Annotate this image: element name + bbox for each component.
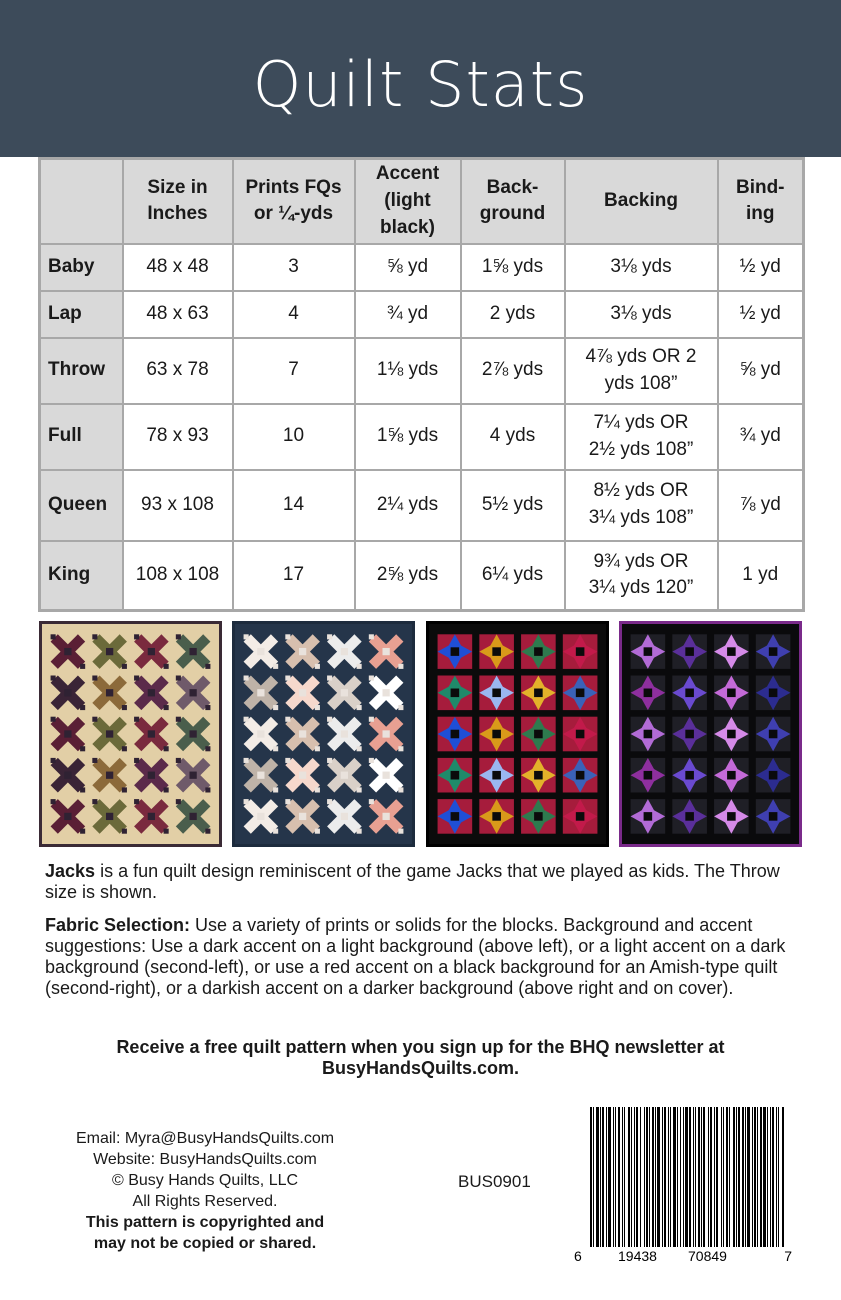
barcode-bar	[596, 1107, 599, 1247]
cell-background: 6¼ yds	[461, 541, 565, 611]
barcode-bar	[733, 1107, 735, 1247]
copyright-line: © Busy Hands Quilts, LLC	[111, 1172, 299, 1189]
quilt-block	[438, 717, 473, 752]
contact-website: Website: BusyHandsQuilts.com	[93, 1151, 317, 1168]
barcode-bar	[683, 1107, 684, 1247]
page-header	[0, 0, 841, 157]
cell-prints: 4	[233, 291, 355, 338]
quilt-block	[756, 799, 791, 834]
table-row-king	[40, 541, 804, 611]
barcode-bar	[664, 1107, 666, 1247]
cell-backing	[565, 470, 718, 541]
barcode-bar	[767, 1107, 768, 1247]
quilt-block	[714, 717, 749, 752]
cell-size: 93 x 108	[123, 470, 233, 541]
barcode-bar	[752, 1107, 753, 1247]
quilt-preview-light-background	[39, 621, 222, 847]
page-title: Quilt Stats	[252, 48, 589, 121]
cell-prints: 14	[233, 470, 355, 541]
barcode-bar	[590, 1107, 592, 1247]
quilt-black-red-accent-image	[426, 621, 609, 847]
product-sku: BUS0901	[458, 1172, 531, 1191]
barcode-digits: 6	[574, 1248, 582, 1263]
cell-accent: 1⅝ yds	[355, 404, 461, 470]
barcode-bar	[628, 1107, 630, 1247]
cell-binding: ⅝ yd	[718, 338, 804, 404]
barcode-bar	[631, 1107, 632, 1247]
column-header-text: ground	[479, 203, 546, 225]
cell-backing	[565, 338, 718, 404]
newsletter-line-2: BusyHandsQuilts.com.	[321, 1058, 520, 1078]
cell-line: 4⅞ yds OR 2	[585, 345, 697, 367]
cell-accent: 2⅝ yds	[355, 541, 461, 611]
cell-name: Queen	[40, 470, 123, 541]
barcode-bar	[593, 1107, 594, 1247]
intro-text: is a fun quilt design reminiscent of the game Jacks that we played as kids. The Throw size is shown.	[45, 861, 780, 902]
column-header-corner	[40, 159, 123, 244]
fabric-selection-text: Use a variety of prints or solids for the blocks. Background and accent suggestions: Use a dark accent on a light background (above left), or a light accent on a dark background (second-left), or use a red accent on a black background for an Amish-type quilt (second-right), or a darkish accent on a darker background (above right and on cover).	[45, 915, 786, 998]
table-row-full	[40, 404, 804, 470]
quilt-block	[438, 634, 473, 669]
quilt-block	[756, 634, 791, 669]
table-row-queen	[40, 470, 804, 541]
cell-line: 9¾ yds OR	[593, 550, 689, 572]
barcode-bar	[670, 1107, 671, 1247]
column-header-text: Prints FQs	[245, 176, 342, 198]
barcode-bar	[782, 1107, 784, 1247]
table-row-lap	[40, 291, 804, 338]
quilt-block	[756, 675, 791, 710]
cell-binding: ⅞ yd	[718, 470, 804, 541]
barcode-bar	[742, 1107, 744, 1247]
barcode-bar	[760, 1107, 762, 1247]
column-header-text: ing	[746, 203, 775, 225]
quilt-stats-table	[38, 157, 805, 612]
contact-block	[40, 1128, 370, 1254]
quilt-light-background-image	[39, 621, 222, 847]
quilt-block	[714, 799, 749, 834]
barcode-bar	[624, 1107, 625, 1247]
rights-line: All Rights Reserved.	[132, 1193, 278, 1210]
quilt-block	[631, 799, 666, 834]
barcode-bar	[747, 1107, 750, 1247]
quilt-block	[631, 675, 666, 710]
table-row-throw	[40, 338, 804, 404]
barcode-bar	[693, 1107, 694, 1247]
cell-line: 7¼ yds OR	[593, 411, 689, 433]
column-header-text: Back-	[486, 176, 539, 198]
quilt-block	[756, 758, 791, 793]
barcode-bar	[778, 1107, 779, 1247]
quilt-block	[438, 675, 473, 710]
cell-background: 5½ yds	[461, 470, 565, 541]
barcode-bar	[776, 1107, 777, 1247]
barcode-bar	[772, 1107, 774, 1247]
quilt-block	[479, 675, 514, 710]
barcode-bar	[668, 1107, 669, 1247]
contact-email: Email: Myra@BusyHandsQuilts.com	[75, 1130, 335, 1147]
cell-line: 3¼ yds 120”	[588, 577, 694, 599]
quilt-black-dark-accent-image	[619, 621, 802, 847]
barcode-bar	[636, 1107, 638, 1247]
cell-prints: 7	[233, 338, 355, 404]
barcode-bar	[615, 1107, 616, 1247]
barcode-bar	[600, 1107, 601, 1247]
barcode-bar	[726, 1107, 728, 1247]
barcode-bar	[729, 1107, 730, 1247]
intro-paragraph	[45, 861, 805, 903]
barcode-bar	[685, 1107, 688, 1247]
column-header-background	[461, 159, 565, 244]
barcode-bar	[714, 1107, 715, 1247]
copyright-notice-2: may not be copied or shared.	[93, 1235, 317, 1252]
barcode-bar	[677, 1107, 678, 1247]
quilt-block	[563, 799, 598, 834]
cell-line: 2½ yds 108”	[588, 438, 694, 460]
quilt-block	[521, 634, 556, 669]
column-header-accent	[355, 159, 461, 244]
quilt-block	[563, 717, 598, 752]
quilt-previews	[0, 621, 841, 847]
cell-prints: 10	[233, 404, 355, 470]
cell-name: Baby	[40, 244, 123, 291]
barcode-bar	[673, 1107, 676, 1247]
barcode-bar	[710, 1107, 712, 1247]
quilt-block	[672, 675, 707, 710]
cell-background: 1⅝ yds	[461, 244, 565, 291]
quilt-block	[563, 758, 598, 793]
column-header-text: Backing	[604, 189, 678, 211]
cell-name: Full	[40, 404, 123, 470]
quilt-block	[521, 758, 556, 793]
cell-accent: 1⅛ yds	[355, 338, 461, 404]
quilt-block	[438, 758, 473, 793]
barcode-bar	[703, 1107, 705, 1247]
barcode-bar	[680, 1107, 681, 1247]
column-header-text: Inches	[147, 203, 208, 225]
quilt-block	[521, 675, 556, 710]
barcode-bar	[608, 1107, 611, 1247]
column-header-text: Accent	[375, 163, 440, 185]
cell-size: 78 x 93	[123, 404, 233, 470]
cell-accent: 2¼ yds	[355, 470, 461, 541]
quilt-block	[672, 717, 707, 752]
quilt-block	[672, 799, 707, 834]
cell-backing	[565, 541, 718, 611]
column-header-text: Size in	[147, 176, 208, 198]
cell-binding: ¾ yd	[718, 404, 804, 470]
cell-prints: 3	[233, 244, 355, 291]
barcode-bar	[634, 1107, 635, 1247]
cell-size: 48 x 48	[123, 244, 233, 291]
quilt-block	[438, 799, 473, 834]
barcode-bar	[649, 1107, 650, 1247]
barcode-bar	[644, 1107, 645, 1247]
barcode-bar	[757, 1107, 758, 1247]
column-header-size	[123, 159, 233, 244]
table-row-baby	[40, 244, 804, 291]
cell-background: 2⅞ yds	[461, 338, 565, 404]
cell-line: 8½ yds OR	[593, 480, 689, 502]
barcode-bar	[602, 1107, 604, 1247]
quilt-block	[672, 634, 707, 669]
barcode-bar	[701, 1107, 702, 1247]
cell-size: 108 x 108	[123, 541, 233, 611]
cell-backing	[565, 244, 718, 291]
barcode-digits: 7	[784, 1248, 792, 1263]
cell-line: 3¼ yds 108”	[588, 507, 694, 528]
quilt-block	[631, 717, 666, 752]
barcode-bar	[655, 1107, 656, 1247]
cell-line: 3⅛ yds	[610, 302, 672, 324]
quilt-preview-dark-background	[232, 621, 415, 847]
barcode-bar	[770, 1107, 771, 1247]
barcode-bar	[618, 1107, 620, 1247]
barcode-bar	[652, 1107, 654, 1247]
quilt-block	[563, 675, 598, 710]
column-header-text: black)	[380, 216, 435, 238]
barcode-bar	[695, 1107, 696, 1247]
cell-name: Lap	[40, 291, 123, 338]
cell-background: 2 yds	[461, 291, 565, 338]
quilt-block	[631, 758, 666, 793]
copyright-notice-1: This pattern is copyrighted and	[85, 1214, 325, 1231]
quilt-block	[714, 675, 749, 710]
quilt-block	[756, 717, 791, 752]
cell-line: 3⅛ yds	[610, 255, 672, 277]
cell-line: yds 108”	[604, 372, 678, 394]
barcode-bar	[716, 1107, 718, 1247]
barcode-bar	[698, 1107, 700, 1247]
column-header-prints	[233, 159, 355, 244]
cell-backing	[565, 404, 718, 470]
cell-accent: ⅝ yd	[355, 244, 461, 291]
column-header-binding	[718, 159, 804, 244]
quilt-block	[479, 799, 514, 834]
barcode-bar	[613, 1107, 614, 1247]
quilt-block	[521, 717, 556, 752]
quilt-block	[714, 634, 749, 669]
newsletter-callout	[0, 1037, 841, 1079]
barcode-bar	[646, 1107, 648, 1247]
column-header-backing	[565, 159, 718, 244]
fabric-selection-label: Fabric Selection:	[45, 915, 191, 935]
cell-prints: 17	[233, 541, 355, 611]
barcode-bar	[657, 1107, 660, 1247]
barcode-bar	[723, 1107, 724, 1247]
cell-size: 63 x 78	[123, 338, 233, 404]
cell-accent: ¾ yd	[355, 291, 461, 338]
quilt-preview-black-red-accent	[426, 621, 609, 847]
pattern-name: Jacks	[45, 861, 96, 881]
barcode-bar	[721, 1107, 722, 1247]
barcode-bar	[754, 1107, 756, 1247]
barcode-bar	[662, 1107, 663, 1247]
cell-name: Throw	[40, 338, 123, 404]
cell-background: 4 yds	[461, 404, 565, 470]
barcode-bar	[738, 1107, 740, 1247]
barcode-bar	[708, 1107, 709, 1247]
barcode-bar	[745, 1107, 746, 1247]
barcode-bar	[622, 1107, 623, 1247]
quilt-block	[672, 758, 707, 793]
quilt-dark-background-image	[232, 621, 415, 847]
barcode-bar	[606, 1107, 607, 1247]
quilt-preview-black-dark-accent	[619, 621, 802, 847]
barcode-digits: 70849	[688, 1248, 727, 1263]
quilt-block	[521, 799, 556, 834]
table-header-row	[40, 159, 804, 244]
barcode-bar	[763, 1107, 766, 1247]
quilt-block	[714, 758, 749, 793]
quilt-block	[479, 758, 514, 793]
upc-barcode	[570, 1103, 800, 1263]
column-header-text: (light	[384, 189, 431, 211]
barcode-digits: 19438	[618, 1248, 657, 1263]
cell-binding: 1 yd	[718, 541, 804, 611]
fabric-selection-paragraph	[45, 915, 805, 999]
quilt-block	[631, 634, 666, 669]
quilt-block	[563, 634, 598, 669]
column-header-text: or ¼-yds	[253, 203, 334, 225]
quilt-block	[479, 634, 514, 669]
newsletter-line-1: Receive a free quilt pattern when you sign up for the BHQ newsletter at	[116, 1037, 725, 1057]
cell-size: 48 x 63	[123, 291, 233, 338]
barcode-bar	[640, 1107, 641, 1247]
barcode-bar	[736, 1107, 737, 1247]
cell-name: King	[40, 541, 123, 611]
cell-backing	[565, 291, 718, 338]
cell-binding: ½ yd	[718, 291, 804, 338]
column-header-text: Bind-	[735, 176, 785, 198]
cell-binding: ½ yd	[718, 244, 804, 291]
barcode-bar	[689, 1107, 691, 1247]
quilt-block	[479, 717, 514, 752]
